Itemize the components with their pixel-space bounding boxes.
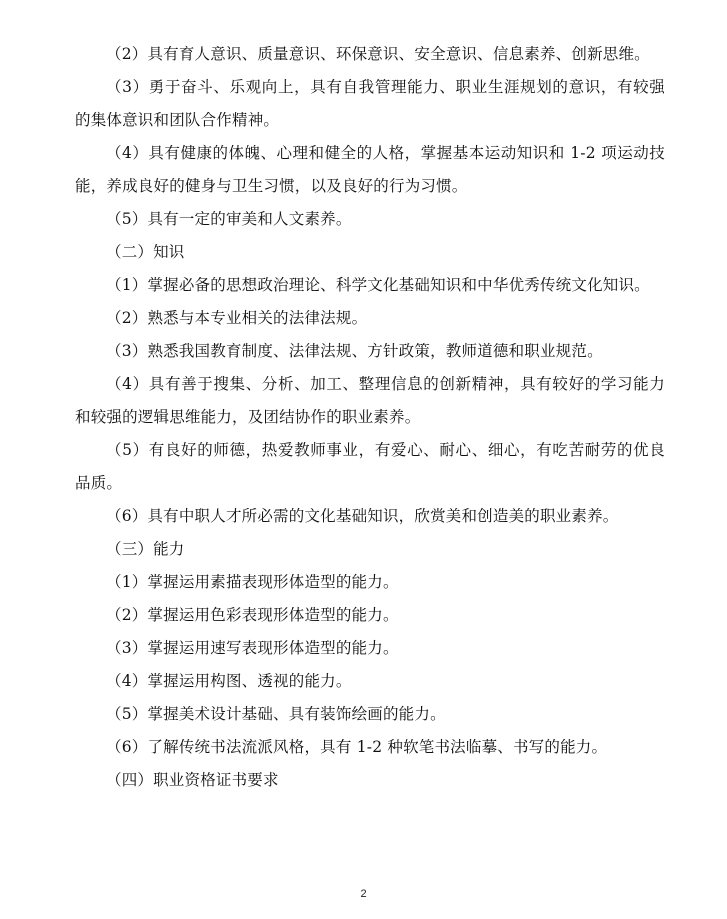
list-item: （4）具有善于搜集、分析、加工、整理信息的创新精神，具有较好的学习能力和较强的逻辑思维能力，及团结协作的职业素养。 (75, 375, 665, 426)
section-heading-certificate: （四）职业资格证书要求 (106, 771, 279, 789)
list-item: （5）掌握美术设计基础、具有装饰绘画的能力。 (106, 705, 446, 723)
list-item: （5）有良好的师德，热爱教师事业，有爱心、耐心、细心，有吃苦耐劳的优良品质。 (75, 441, 665, 492)
list-item: （4）掌握运用构图、透视的能力。 (106, 672, 352, 690)
list-item: （2）熟悉与本专业相关的法律法规。 (106, 309, 368, 327)
list-item: （4）具有健康的体魄、心理和健全的人格，掌握基本运动知识和 1-2 项运动技能，养成良好的健身与卫生习惯，以及良好的行为习惯。 (75, 144, 665, 195)
list-item: （1）掌握必备的思想政治理论、科学文化基础知识和中华优秀传统文化知识。 (106, 276, 650, 294)
page-number: 2 (360, 888, 367, 900)
list-item: （6）具有中职人才所必需的文化基础知识，欣赏美和创造美的职业素养。 (106, 507, 619, 525)
list-item: （2）具有育人意识、质量意识、环保意识、安全意识、信息素养、创新思维。 (106, 45, 650, 63)
list-item: （2）掌握运用色彩表现形体造型的能力。 (106, 606, 399, 624)
list-item: （3）熟悉我国教育制度、法律法规、方针政策，教师道德和职业规范。 (106, 342, 603, 360)
document-body (75, 38, 665, 797)
list-item: （1）掌握运用素描表现形体造型的能力。 (106, 573, 399, 591)
list-item: （5）具有一定的审美和人文素养。 (106, 210, 352, 228)
section-heading-ability: （三）能力 (106, 540, 185, 558)
list-item: （6）了解传统书法流派风格，具有 1-2 种软笔书法临摹、书写的能力。 (106, 738, 608, 756)
section-heading-knowledge: （二）知识 (106, 243, 185, 261)
list-item: （3）勇于奋斗、乐观向上，具有自我管理能力、职业生涯规划的意识，有较强的集体意识和团队合作精神。 (75, 78, 665, 129)
list-item: （3）掌握运用速写表现形体造型的能力。 (106, 639, 399, 657)
